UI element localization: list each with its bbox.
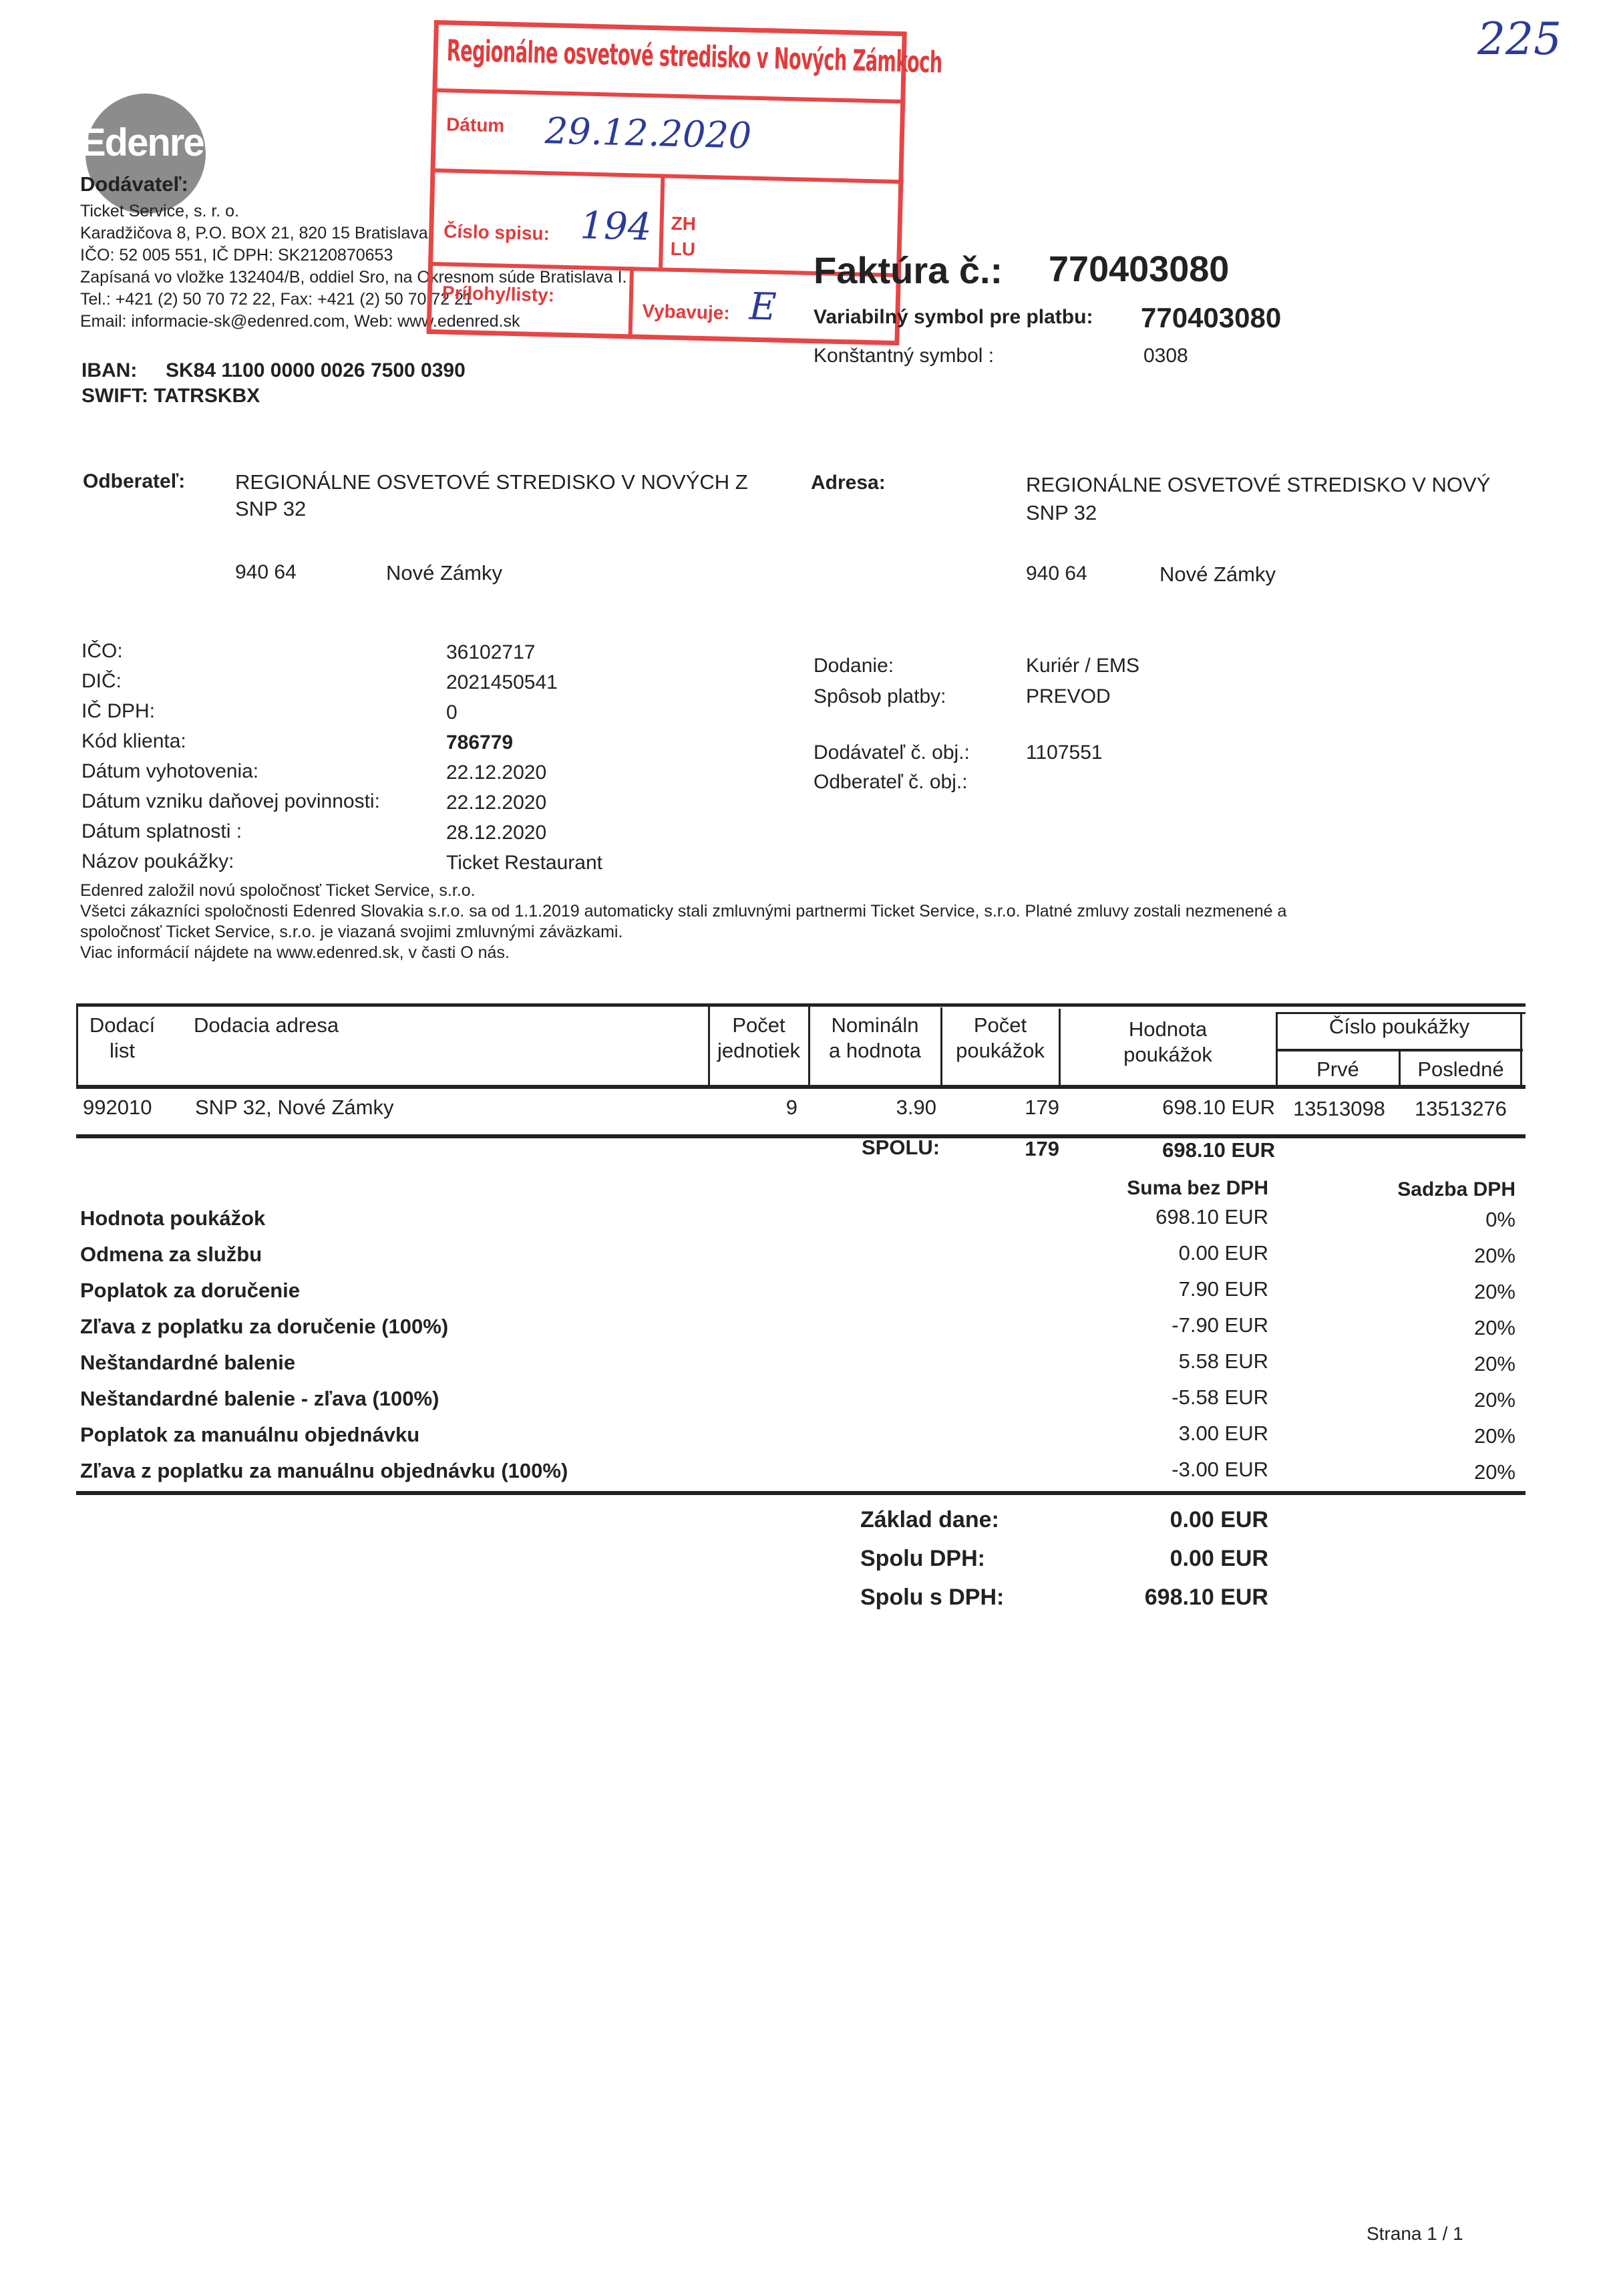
notice-text xyxy=(80,880,1286,963)
variable-symbol-label: Variabilný symbol pre platbu: xyxy=(814,306,1093,328)
customer-name: REGIONÁLNE OSVETOVÉ STREDISKO V NOVÝCH Z xyxy=(235,470,748,494)
charge-vat-rate: 20% xyxy=(1473,1244,1515,1267)
cell-nominal: 3.90 xyxy=(896,1096,936,1119)
stamp-date-label: Dátum xyxy=(445,114,505,136)
shipping-label: Dodávateľ č. obj.: xyxy=(814,742,970,764)
shipping-value: Kuriér / EMS xyxy=(1026,655,1140,677)
charge-label: Zľava z poplatku za manuálnu objednávku (100%) xyxy=(80,1459,568,1482)
swift: SWIFT: TATRSKBX xyxy=(81,385,260,407)
notice-line: spoločnosť Ticket Service, s.r.o. je viazaná svojimi zmluvnými záväzkami. xyxy=(80,923,623,941)
stamp-file-value: 194 xyxy=(579,204,653,250)
stamp-title: Regionálne osvetové stredisko v Nových Zámkoch xyxy=(446,33,943,80)
shipping-value: 1107551 xyxy=(1026,742,1103,764)
charge-label: Poplatok za doručenie xyxy=(80,1279,301,1302)
charge-label: Zľava z poplatku za doručenie (100%) xyxy=(80,1315,449,1338)
cell-address: SNP 32, Nové Zámky xyxy=(195,1096,394,1119)
stamp-attachments-label: Prílohy/listy: xyxy=(441,282,555,306)
detail-label: Kód klienta: xyxy=(81,730,186,752)
supplier-phone: Tel.: +421 (2) 50 70 72 22, Fax: +421 (2) 50 70 72 21 xyxy=(80,290,473,309)
detail-value: 22.12.2020 xyxy=(446,792,547,814)
detail-value: 2021450541 xyxy=(446,671,558,693)
supplier-address: Karadžičova 8, P.O. BOX 21, 820 15 Bratislava xyxy=(80,224,428,242)
notice-line: Všetci zákazníci spoločnosti Edenred Slovakia s.r.o. sa od 1.1.2019 automaticky stali zmluvnými partnermi Ticket Service, s.r.o. Platné zmluvy zostali nezmenené a xyxy=(80,902,1287,921)
page-indicator: Strana 1 / 1 xyxy=(1367,2223,1463,2244)
notice-line: Viac informácií nájdete na www.edenred.sk, v časti O nás. xyxy=(80,943,510,962)
cell-delivery-note: 992010 xyxy=(83,1096,152,1119)
col-header-first: Prvé xyxy=(1316,1057,1359,1081)
summary-label: Spolu s DPH: xyxy=(860,1585,1005,1610)
delivery-address-label: Adresa: xyxy=(811,472,886,494)
charge-vat-rate: 20% xyxy=(1473,1424,1515,1448)
constant-symbol: 0308 xyxy=(1143,345,1188,367)
delivery-address-name: REGIONÁLNE OSVETOVÉ STREDISKO V NOVÝ xyxy=(1026,473,1491,496)
charge-amount: 5.58 EUR xyxy=(1178,1349,1268,1373)
col-header-delivery-note: Dodací list xyxy=(89,1013,156,1062)
stamp-handled-label: Vybavuje: xyxy=(642,300,731,323)
charge-vat-rate: 20% xyxy=(1473,1460,1515,1484)
detail-label: DIČ: xyxy=(81,670,122,692)
summary-value: 0.00 EUR xyxy=(1170,1546,1268,1571)
iban-label: IBAN: xyxy=(81,359,138,381)
detail-value: Ticket Restaurant xyxy=(446,852,602,874)
charge-amount: -7.90 EUR xyxy=(1172,1313,1268,1337)
stamp-file-label: Číslo spisu: xyxy=(443,220,550,244)
customer-street: SNP 32 xyxy=(235,497,307,520)
stamp-date-value: 29.12.2020 xyxy=(544,110,752,157)
detail-label: IČ DPH: xyxy=(81,700,156,722)
notice-line: Edenred založil novú spoločnosť Ticket Service, s.r.o. xyxy=(80,881,476,900)
cell-units: 9 xyxy=(785,1096,797,1119)
customer-label: Odberateľ: xyxy=(83,470,186,492)
charge-amount: -5.58 EUR xyxy=(1172,1385,1268,1409)
summary-value: 698.10 EUR xyxy=(1144,1585,1268,1610)
detail-label: Názov poukážky: xyxy=(81,850,234,872)
charge-vat-rate: 0% xyxy=(1485,1208,1515,1231)
delivery-address-zip: 940 64 xyxy=(1026,562,1087,585)
iban-value: SK84 1100 0000 0026 7500 0390 xyxy=(166,359,466,381)
total-label: SPOLU: xyxy=(862,1136,940,1159)
summary-label: Základ dane: xyxy=(860,1507,999,1532)
delivery-address-street: SNP 32 xyxy=(1026,501,1097,524)
cell-value: 698.10 EUR xyxy=(1162,1096,1275,1119)
delivery-address-city: Nové Zámky xyxy=(1159,562,1276,586)
handwritten-page-number: 225 xyxy=(1477,13,1562,65)
variable-symbol: 770403080 xyxy=(1141,302,1282,333)
invoice-number: 770403080 xyxy=(1049,249,1230,289)
supplier-registration: Zapísaná vo vložke 132404/B, oddiel Sro, na Okresnom súde Bratislava I. xyxy=(80,268,627,287)
detail-label: Dátum vyhotovenia: xyxy=(81,760,259,782)
detail-value: 22.12.2020 xyxy=(446,762,547,784)
charge-amount: 7.90 EUR xyxy=(1178,1277,1268,1301)
charge-vat-rate: 20% xyxy=(1473,1316,1515,1339)
charge-amount: 3.00 EUR xyxy=(1178,1422,1268,1445)
col-vat-rate: Sadzba DPH xyxy=(1397,1178,1515,1200)
logo-wordmark: Edenred xyxy=(80,121,226,164)
supplier-name: Ticket Service, s. r. o. xyxy=(80,202,240,220)
charge-amount: 0.00 EUR xyxy=(1178,1241,1268,1265)
stamp-handled-value: E xyxy=(748,285,777,329)
charge-label: Hodnota poukážok xyxy=(80,1206,266,1230)
supplier-contact: Email: informacie-sk@edenred.com, Web: www.edenred.sk xyxy=(80,312,520,331)
charge-label: Neštandardné balenie xyxy=(80,1351,296,1374)
invoice-title: Faktúra č.: xyxy=(814,249,1003,291)
detail-value: 36102717 xyxy=(446,641,536,663)
charge-label: Neštandardné balenie - zľava (100%) xyxy=(80,1387,439,1410)
summary-value: 0.00 EUR xyxy=(1170,1507,1268,1532)
customer-city: Nové Zámky xyxy=(386,561,502,585)
col-sum-without-vat: Suma bez DPH xyxy=(1127,1177,1268,1199)
charge-label: Odmena za službu xyxy=(80,1243,262,1266)
shipping-value: PREVOD xyxy=(1026,685,1111,707)
supplier-ids: IČO: 52 005 551, IČ DPH: SK2120870653 xyxy=(80,246,393,265)
detail-value: 28.12.2020 xyxy=(446,822,547,844)
charge-amount: -3.00 EUR xyxy=(1172,1458,1268,1481)
col-header-value: Hodnota poukážok xyxy=(1123,1017,1212,1066)
cell-last: 13513276 xyxy=(1415,1097,1507,1120)
detail-value: 786779 xyxy=(446,731,514,754)
col-header-last: Posledné xyxy=(1417,1057,1504,1081)
col-header-units: Počet jednotiek xyxy=(717,1013,801,1062)
detail-label: Dátum vzniku daňovej povinnosti: xyxy=(81,790,380,812)
total-value: 698.10 EUR xyxy=(1162,1138,1275,1162)
charge-label: Poplatok za manuálnu objednávku xyxy=(80,1423,420,1446)
charge-vat-rate: 20% xyxy=(1473,1280,1515,1303)
col-header-voucher-number: Číslo poukážky xyxy=(1328,1015,1470,1038)
shipping-label: Odberateľ č. obj.: xyxy=(814,771,968,793)
charge-amount: 698.10 EUR xyxy=(1155,1205,1268,1228)
detail-value: 0 xyxy=(446,701,458,723)
shipping-label: Spôsob platby: xyxy=(814,685,946,707)
col-header-delivery-address: Dodacia adresa xyxy=(194,1013,339,1037)
col-header-vouchers: Počet poukážok xyxy=(956,1013,1045,1062)
cell-vouchers: 179 xyxy=(1025,1096,1059,1119)
supplier-heading: Dodávateľ: xyxy=(80,172,188,196)
charge-vat-rate: 20% xyxy=(1473,1352,1515,1375)
summary-label: Spolu DPH: xyxy=(860,1546,985,1571)
total-vouchers: 179 xyxy=(1025,1137,1059,1160)
shipping-label: Dodanie: xyxy=(814,655,894,677)
charge-vat-rate: 20% xyxy=(1473,1388,1515,1412)
stamp-zh: ZH xyxy=(671,212,697,234)
constant-symbol-label: Konštantný symbol : xyxy=(814,345,995,367)
detail-label: IČO: xyxy=(81,640,123,662)
stamp-lu: LU xyxy=(670,238,696,260)
customer-zip: 940 64 xyxy=(235,561,297,583)
cell-first: 13513098 xyxy=(1293,1097,1385,1120)
detail-label: Dátum splatnosti : xyxy=(81,820,242,842)
col-header-nominal: Nomináln a hodnota xyxy=(829,1013,921,1062)
